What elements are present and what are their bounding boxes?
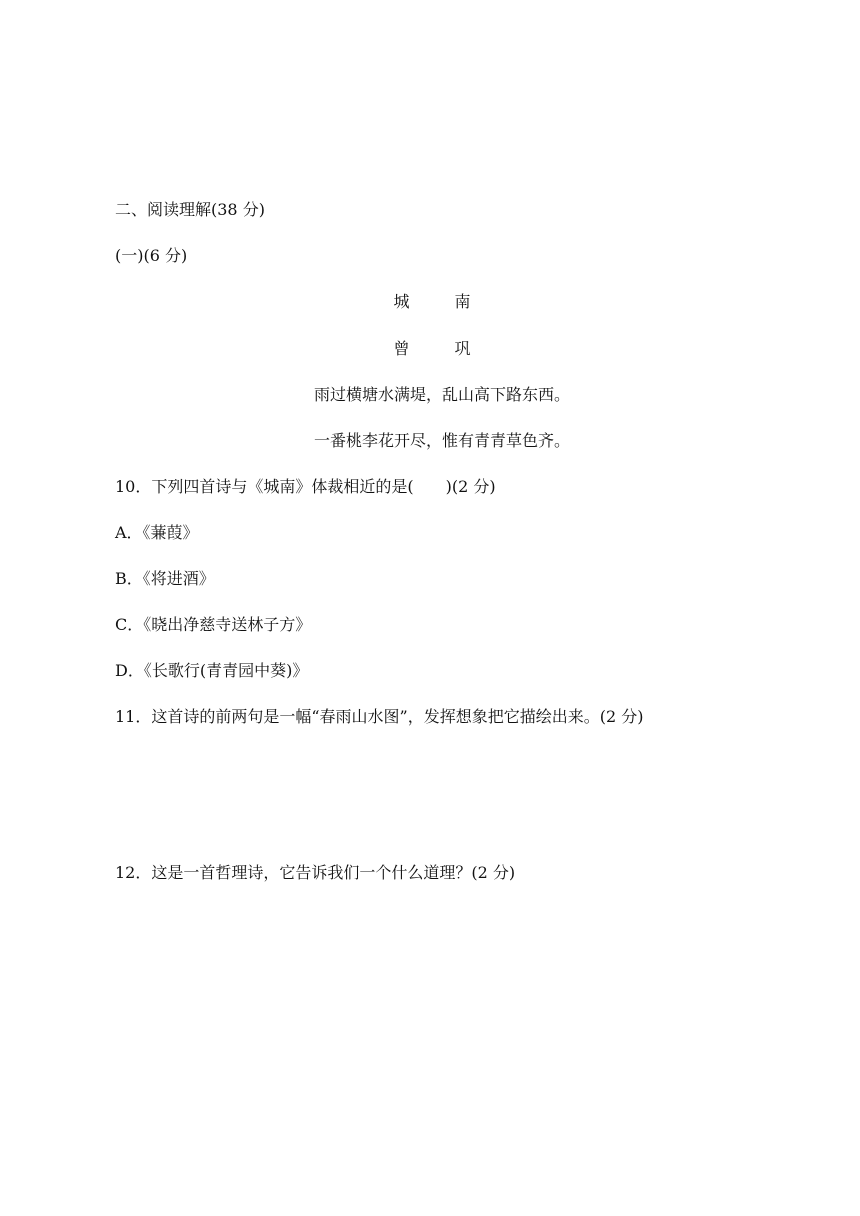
poem-line-1: 雨过横塘水满堤，乱山高下路东西。 bbox=[313, 385, 570, 404]
question-10: 10．下列四首诗与《城南》体裁相近的是( )(2 分) bbox=[115, 477, 496, 496]
poem-line-2: 一番桃李花开尽，惟有青青草色齐。 bbox=[313, 431, 570, 450]
answer-space-11 bbox=[115, 735, 745, 855]
answer-space-12 bbox=[115, 893, 745, 1093]
question-11: 11．这首诗的前两句是一幅“春雨山水图”，发挥想象把它描绘出来。(2 分) bbox=[115, 707, 644, 726]
question-10-option-d: D．《长歌行(青青园中葵)》 bbox=[115, 661, 309, 680]
section-heading: 二、阅读理解(38 分) bbox=[115, 200, 265, 219]
question-10-option-c: C．《晓出净慈寺送林子方》 bbox=[115, 615, 312, 634]
subsection-heading: (一)(6 分) bbox=[115, 246, 188, 265]
question-10-option-b: B．《将进酒》 bbox=[115, 569, 215, 588]
question-10-option-a: A．《蒹葭》 bbox=[115, 523, 199, 542]
question-12: 12．这是一首哲理诗，它告诉我们一个什么道理？(2 分) bbox=[115, 863, 516, 882]
poem-title: 城 南 bbox=[393, 292, 491, 311]
poem-author: 曾 巩 bbox=[393, 339, 491, 358]
